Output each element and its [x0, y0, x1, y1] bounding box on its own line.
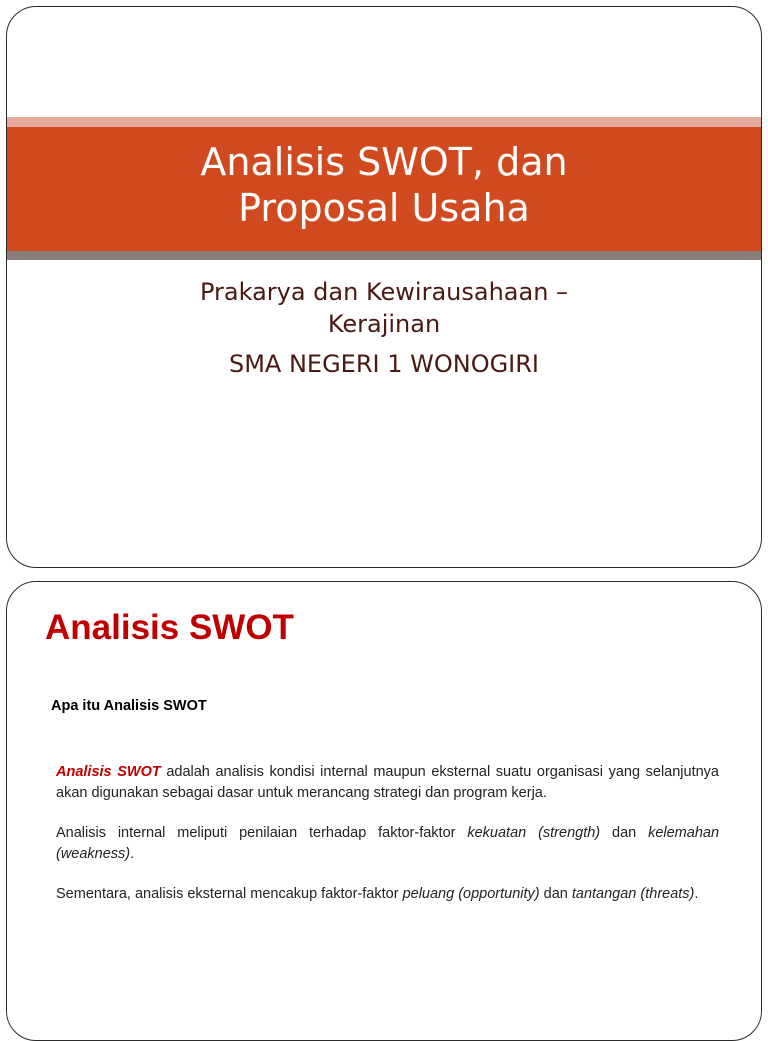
internal-text-1: Analisis internal meliputi penilaian terhadap faktor-faktor — [56, 825, 468, 841]
subtitle-line-1: Prakarya dan Kewirausahaan – — [199, 278, 569, 306]
presentation-subtitle — [7, 276, 761, 340]
definition-text: adalah analisis kondisi internal maupun eksternal suatu organisasi yang selanjutnya akan digunakan sebagai dasar untuk merancang strategi dan program kerja. — [56, 764, 719, 801]
internal-text-3: . — [130, 845, 135, 862]
slide-question: Apa itu Analisis SWOT — [51, 698, 207, 714]
internal-text-2: dan — [600, 825, 649, 841]
presentation-title: Analisis SWOT, dan Proposal Usaha — [200, 140, 568, 230]
title-slide — [6, 6, 762, 568]
external-text-1: Sementara, analisis eksternal mencakup faktor-faktor — [56, 886, 403, 902]
title-band-bottom-stripe — [7, 251, 761, 260]
subtitle-line-2: Kerajinan — [327, 310, 441, 338]
slide-title: Analisis SWOT — [45, 608, 294, 647]
strength-term: kekuatan (strength) — [467, 825, 601, 841]
threats-term: tantangan (threats) — [571, 886, 695, 902]
swot-term: Analisis SWOT — [56, 764, 161, 780]
external-text-3: . — [694, 886, 699, 902]
school-name: SMA NEGERI 1 WONOGIRI — [228, 350, 540, 378]
opportunity-term: peluang (opportunity) — [402, 886, 540, 902]
external-text-2: dan — [539, 886, 572, 902]
external-analysis-paragraph — [56, 884, 719, 905]
slide-body — [56, 762, 719, 925]
content-slide — [6, 581, 762, 1041]
weakness-term: kelemahan (weakness) — [56, 825, 720, 862]
title-band-top-stripe — [7, 117, 761, 127]
internal-analysis-paragraph — [56, 823, 719, 864]
definition-paragraph — [56, 762, 719, 803]
